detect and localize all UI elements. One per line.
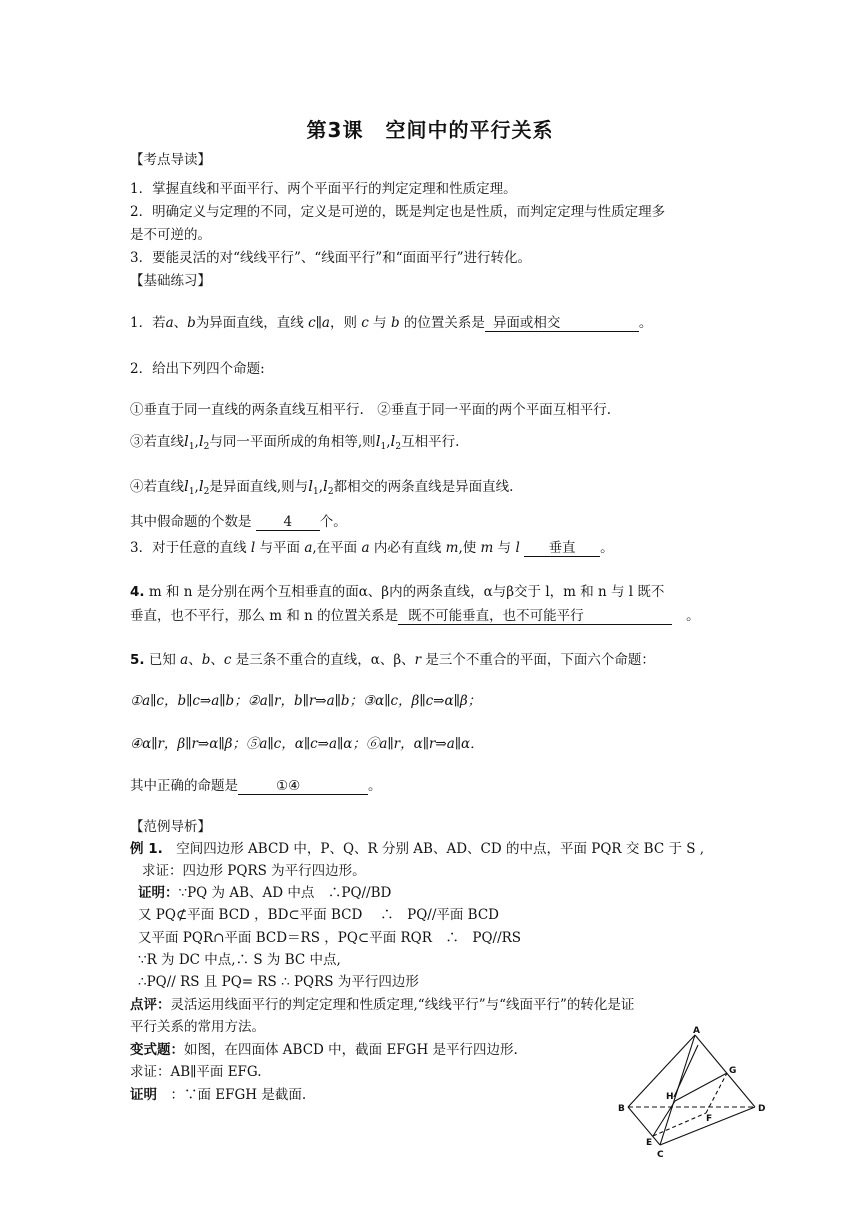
example-1: 例 1. 空间四边形 ABCD 中，P、Q、R 分别 AB、AD、CD 的中点，平面 PQR 交 BC 于 S , [130, 841, 705, 857]
answer-blank-3: 垂直 [524, 540, 600, 557]
proof-line-3: 又平面 PQR∩平面 BCD＝RS ，PQ⊂平面 RQR ∴ PQ//RS [138, 930, 522, 946]
proposition-1-2: ①垂直于同一直线的两条直线互相平行. ②垂直于同一平面的两个平面互相平行. [130, 402, 612, 418]
key-point-3: 3．要能灵活的对“线线平行”、“线面平行”和“面面平行”进行转化。 [130, 250, 531, 266]
answer-blank-1: 异面或相交 [485, 315, 639, 332]
variant-proof: 证明 ：∵面 EFGH 是截面. [130, 1087, 307, 1103]
vertex-label-e: E [646, 1138, 653, 1148]
question-4-cont: 垂直，也不平行，那么 m 和 n 的位置关系是 既不可能垂直，也不可能平行 。 [130, 608, 700, 624]
question-5-answer: 其中正确的命题是 ①④ 。 [130, 778, 382, 794]
proposition-4: ④若直线$l_1,l_2$是异面直线,则与$l_1,l_2$都相交的两条直线是异面直线. [130, 477, 514, 497]
page-title: 第3课 空间中的平行关系 [306, 118, 554, 142]
question-1: 1．若a、b为异面直线，直线 c∥a，则 c 与 b 的位置关系是 异面或相交 。 [130, 315, 653, 331]
question-5: 5. 已知 a、b、c 是三条不重合的直线，α、β、r 是三个不重合的平面，下面六个命题： [130, 652, 655, 668]
variant-goal: 求证：AB∥平面 EFG. [130, 1064, 262, 1080]
question-5-props-1: ①a∥c，b∥c⇒a∥b；②a∥r，b∥r⇒a∥b；③α∥c，β∥c⇒α∥β； [130, 693, 482, 709]
vertex-label-d: D [758, 1104, 766, 1114]
vertex-label-c: C [657, 1150, 664, 1160]
vertex-label-g: G [729, 1066, 737, 1076]
tetrahedron-figure [610, 1025, 770, 1160]
comment: 点评：灵活运用线面平行的判定定理和性质定理,“线线平行”与“线面平行”的转化是证 [130, 997, 635, 1013]
example-1-goal: 求证：四边形 PQRS 为平行四边形。 [142, 863, 366, 879]
answer-blank-4: 既不可能垂直，也不可能平行 [398, 608, 672, 625]
question-5-props-2: ④α∥r，β∥r⇒α∥β；⑤a∥c，α∥c⇒a∥α；⑥a∥r，α∥r⇒a∥α． [130, 736, 484, 752]
question-2-answer: 其中假命题的个数是 4 个。 [130, 514, 347, 530]
question-4: 4. m 和 n 是分别在两个互相垂直的面α、β内的两条直线，α与β交于 l，m 和 n 与 l 既不 [130, 584, 665, 600]
vertex-label-f: F [706, 1114, 713, 1124]
variant-problem: 变式题：如图，在四面体 ABCD 中，截面 EFGH 是平行四边形. [130, 1042, 518, 1058]
proof-line-4: ∵R 为 DC 中点,∴ S 为 BC 中点, [138, 952, 341, 968]
question-3: 3．对于任意的直线 l 与平面 a,在平面 a 内必有直线 m,使 m 与 l 垂直 。 [130, 540, 614, 556]
question-2-intro: 2．给出下列四个命题: [130, 361, 265, 377]
answer-blank-2: 4 [256, 514, 320, 531]
section-heading-basic-practice: 【基础练习】 [130, 273, 211, 289]
key-point-1: 1．掌握直线和平面平行、两个平面平行的判定定理和性质定理。 [130, 181, 517, 197]
proof-line-5: ∴PQ// RS 且 PQ= RS ∴ PQRS 为平行四边形 [138, 974, 419, 990]
vertex-label-h: H [666, 1092, 674, 1102]
comment-cont: 平行关系的常用方法。 [130, 1019, 265, 1035]
vertex-label-a: A [693, 1026, 700, 1036]
section-heading-examples: 【范例导析】 [130, 819, 211, 835]
proposition-3: ③若直线$l_1,l_2$与同一平面所成的角相等,则$l_1,l_2$互相平行. [130, 432, 460, 452]
proof-line-2: 又 PQ⊄平面 BCD ，BD⊂平面 BCD ∴ PQ//平面 BCD [138, 907, 499, 923]
answer-blank-5: ①④ [238, 778, 368, 795]
vertex-label-b: B [618, 1104, 625, 1114]
key-point-2-cont: 是不可逆的。 [130, 227, 211, 243]
section-heading-key-points: 【考点导读】 [130, 152, 211, 168]
proof-line-1: 证明：∵PQ 为 AB、AD 中点 ∴PQ//BD [138, 885, 392, 901]
key-point-2: 2．明确定义与定理的不同，定义是可逆的，既是判定也是性质，而判定定理与性质定理多 [130, 204, 666, 220]
